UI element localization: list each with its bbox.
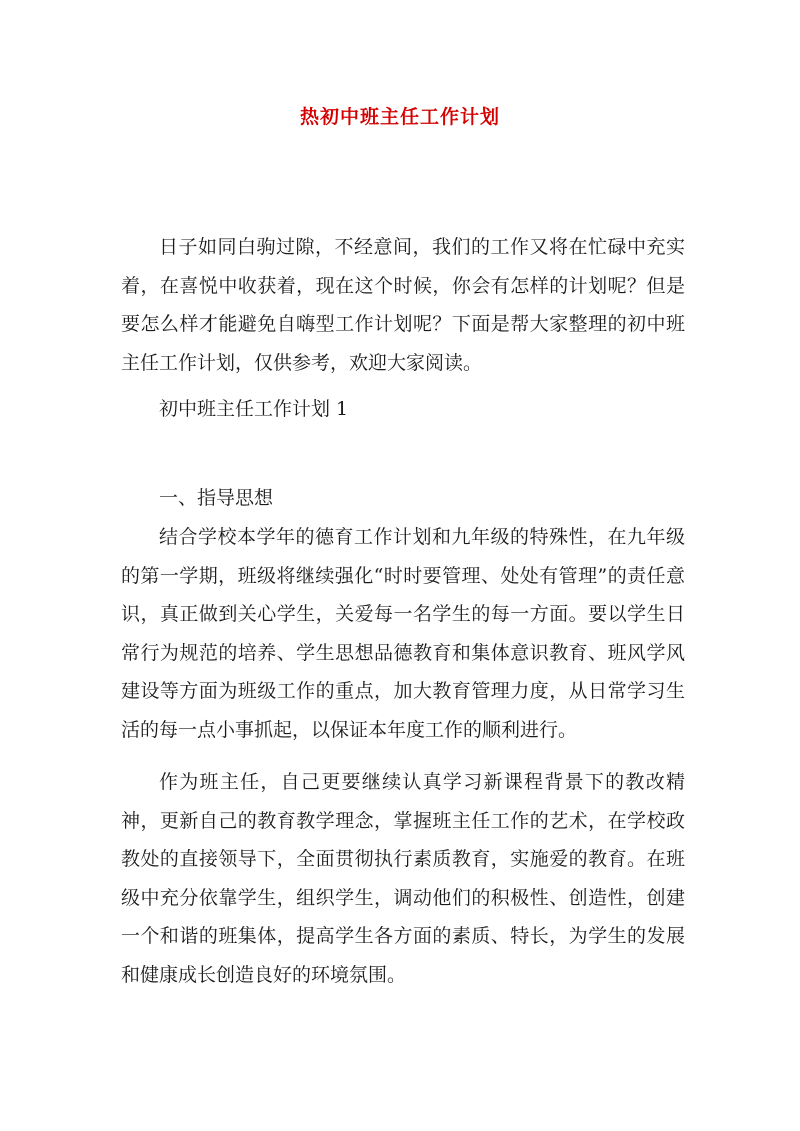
intro-block <box>121 228 685 382</box>
section-heading-block <box>121 479 685 518</box>
paragraph-1-block <box>121 518 685 749</box>
document-title: 热初中班主任工作计划 <box>299 106 500 128</box>
paragraph-2-block <box>121 763 685 994</box>
intro-paragraph: 日子如同白驹过隙，不经意间，我们的工作又将在忙碌中充实着，在喜悦中收获着，现在这个时候，你会有怎样的计划呢？但是要怎么样才能避免自嗨型工作计划呢？下面是帮大家整理的初中班主任工作计划，仅供参考，欢迎大家阅读。 <box>121 236 685 374</box>
plan-subtitle: 初中班主任工作计划 1 <box>159 398 349 420</box>
body-paragraph-2: 作为班主任，自己更要继续认真学习新课程背景下的教改精神，更新自己的教育教学理念，掌握班主任工作的艺术，在学校政教处的直接领导下，全面贯彻执行素质教育，实施爱的教育。在班级中充分依靠学生，组织学生，调动他们的积极性、创造性，创建一个和谐的班集体，提高学生各方面的素质、特长，为学生的发展和健康成长创造良好的环境氛围。 <box>121 771 685 986</box>
section-heading: 一、指导思想 <box>159 487 274 509</box>
body-paragraph-1: 结合学校本学年的德育工作计划和九年级的特殊性，在九年级的第一学期，班级将继续强化“时时要管理、处处有管理”的责任意识，真正做到关心学生，关爱每一名学生的每一方面。要以学生日常行为规范的培养、学生思想品德教育和集体意识教育、班风学风建设等方面为班级工作的重点，加大教育管理力度，从日常学习生活的每一点小事抓起，以保证本年度工作的顺利进行。 <box>121 526 685 741</box>
subtitle-block <box>121 390 685 429</box>
